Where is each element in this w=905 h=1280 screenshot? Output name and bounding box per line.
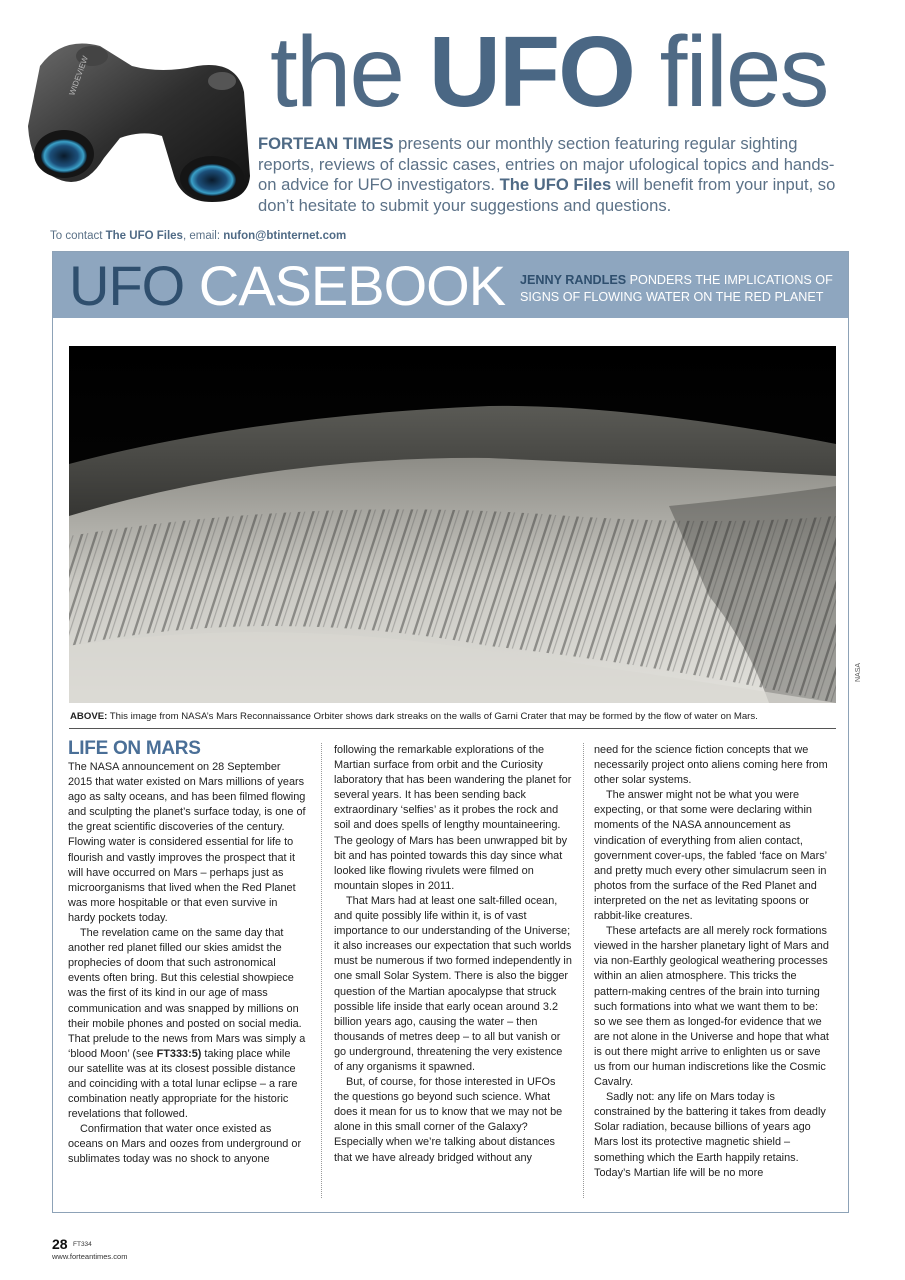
article-column-3 (594, 743, 832, 1181)
article-paragraph: following the remarkable explorations of the Martian surface from orbit and the Curiosity laboratory that has been wandering the planet for several years. It has been sending back extraordinary ‘selfies’ as it probes the rock and soil and does spells of lengthy mountaineering. The geology of Mars has been unwrapped bit by bit and has pointed towards this day since what looked like flowing rivulets were filmed on mountain slopes in 2011. (334, 744, 572, 892)
caption-divider (69, 728, 836, 729)
article-paragraph: The answer might not be what you were expecting, or that some were declaring within moments of the NASA announcement as vindication of everything from alien contact, government cover-ups, the fabled ‘face on Mars’ and pretty much every other simulacrum seen in photos from the surface of the Red Planet and interpreted on the net as levitating spoons or rabbit-like creatures. (594, 789, 827, 923)
photo-caption: ABOVE: This image from NASA’s Mars Reconnaissance Orbiter shows dark streaks on the walls of Garni Crater that may be formed by the flow of water on Mars. (70, 711, 758, 722)
column-divider (321, 743, 322, 1198)
article-headline: LIFE ON MARS (68, 738, 201, 759)
article-paragraph: Confirmation that water once existed as oceans on Mars and oozes from underground or sublimates today was no shock to anyone (68, 1123, 302, 1166)
issue-reference: FT333:5) (156, 1047, 202, 1060)
casebook-title: UFO CASEBOOK (69, 254, 506, 317)
article-column-1 (68, 760, 306, 1168)
column-divider (583, 743, 584, 1198)
contact-line: To contact The UFO Files, email: nufon@btinternet.com (50, 230, 347, 242)
page-number: 28 (52, 1236, 68, 1252)
article-paragraph: The revelation came on the same day that another red planet filled our skies amidst the prophecies of doom that such astronomical events often bring. But this celestial showpiece was the first of its kind in our age of mass communication and was snapped by millions on their mobile phones and posted on social media. That prelude to the news from Mars was simply a ‘blood Moon’ (see FT333:5) taking place while our satellite was at its closest possible distance and coinciding with a total lunar eclipse – a rare combination neatly appropriate for the historic revelations that followed. (68, 927, 306, 1121)
casebook-banner (53, 252, 848, 318)
contact-email-link[interactable]: nufon@btinternet.com (223, 230, 347, 242)
mars-crater-photo (69, 346, 836, 703)
article-paragraph: That Mars had at least one salt-filled ocean, and quite possibly life within it, is of vast importance to our understanding of the Universe; it also increases our expectation that such worlds must be numerous if two formed independently in one small Solar System. There is also the bigger question of the Martian apocalypse that struck possible life inside that early ocean around 3.2 billion years ago, causing the water – then thousands of metres deep – to all but vanish or go underground, threatening the very existence of any organisms it spawned. (334, 894, 572, 1073)
article-paragraph: need for the science fiction concepts that we necessarily project onto aliens coming here from other solar systems. (594, 744, 828, 787)
section-title: the UFO files (270, 16, 828, 128)
article-paragraph: Sadly not: any life on Mars today is constrained by the battering it takes from deadly Solar radiation, because billions of years ago Mars lost its protective magnetic shield – something which the Earth happily retains. Today’s Martian life will be no more (594, 1091, 826, 1179)
website-url[interactable]: www.forteantimes.com (52, 1252, 128, 1261)
issue-number: FT334 (73, 1241, 92, 1248)
article-paragraph: These artefacts are all merely rock formations viewed in the harsher planetary light of Mars and via non-Earthly geological weathering processes within an alien atmosphere. This tricks the pattern-making centres of the brain into turning such formations into what we want them to be: so we see them as longed-for evidence that we are not alone in the Universe and hope that what is out there might arrive to enlighten us or save us from our human indiscretions like the Cosmic Cavalry. (594, 925, 829, 1089)
section-intro: FORTEAN TIMES presents our monthly section featuring regular sighting reports, reviews of classic cases, entries on major ufological topics and hands-on advice for UFO investigators. The UFO Files will benefit from your input, so don’t hesitate to submit your suggestions and questions. (258, 134, 836, 215)
binocular-brand-text: WIDEVIEW (67, 54, 91, 97)
binoculars-image (22, 26, 252, 206)
photo-credit: NASA (855, 662, 862, 682)
article-column-2 (334, 743, 572, 1166)
casebook-subtitle: JENNY RANDLES PONDERS THE IMPLICATIONS OF SIGNS OF FLOWING WATER ON THE RED PLANET (520, 273, 833, 304)
article-paragraph: The NASA announcement on 28 September 2015 that water existed on Mars millions of years ago as salty oceans, and has been filmed flowing and sculpting the planet’s surface today, is one of the great scientific discoveries of the century. Flowing water is considered essential for life to flourish and vastly improves the prospect that it will have occurred on Mars – perhaps just as microorganisms that lived when the Red Planet was more hospitable or that even survive in hardy pockets today. (68, 761, 306, 924)
article-paragraph: But, of course, for those interested in UFOs the questions go beyond such science. What does it mean for us to know that we may not be alone in this small corner of the Galaxy? Especially when we’re talking about distances that we have already bridged without any (334, 1076, 563, 1164)
